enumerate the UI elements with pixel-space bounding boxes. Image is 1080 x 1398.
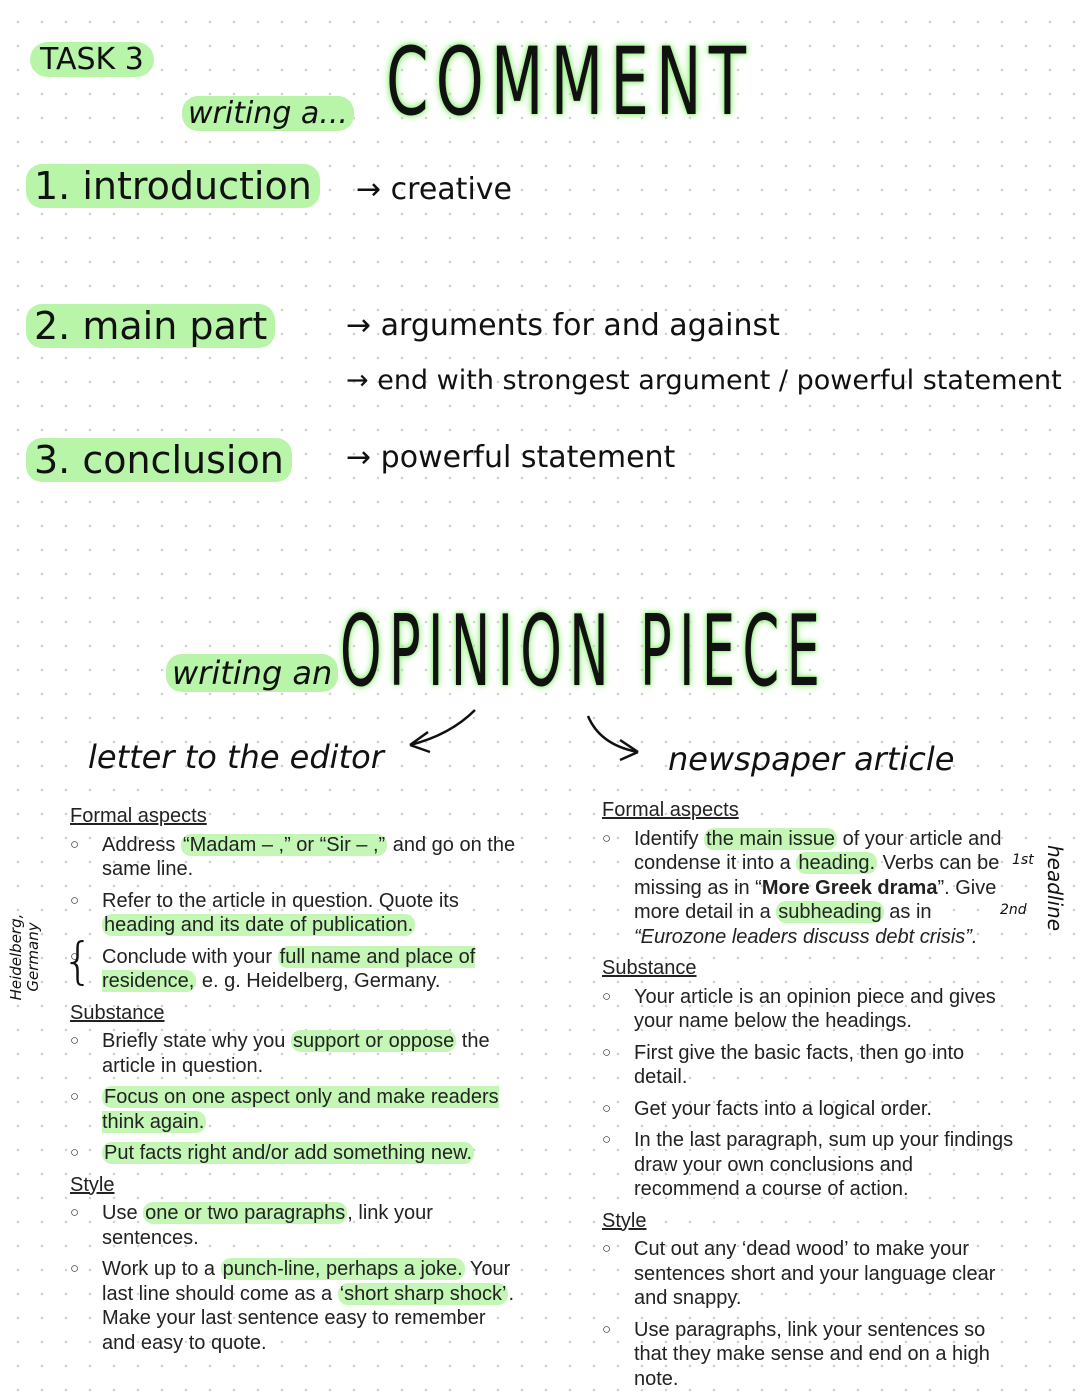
list-item: ○ Work up to a punch-line, perhaps a joke. Your last line should come as a ‘short sharp shock’ . Make your last sentence easy to remember and easy to quote.: [70, 1257, 520, 1355]
list-item: ○ Your article is an opinion piece and gives your name below the headings.: [602, 985, 1022, 1034]
list-item: ○ Address “Madam – ,” or “Sir – ,” and go on the same line.: [70, 833, 520, 882]
list-item: ○ In the last paragraph, sum up your findings draw your own conclusions and recommend a course of action.: [602, 1128, 1022, 1202]
article-style-heading: Style: [602, 1209, 647, 1232]
list-item: ○ Get your facts into a logical order.: [602, 1097, 1022, 1122]
letter-side-note: Heidelberg, Germany: [7, 913, 42, 1001]
list-item: ○ Focus on one aspect only and make readers think again.: [70, 1085, 520, 1134]
step-conclusion-note: → powerful statement: [346, 440, 676, 475]
step-introduction-note: → creative: [356, 172, 512, 207]
step-introduction: 1. introduction: [26, 164, 320, 208]
note-headline: headline: [1043, 844, 1067, 932]
letter-column: [70, 804, 520, 1362]
list-item: ○ Briefly state why you support or oppose the article in question.: [70, 1029, 520, 1078]
note-first: 1st: [1012, 852, 1034, 868]
branch-letter-to-editor: letter to the editor: [88, 738, 384, 776]
branch-newspaper-article: newspaper article: [668, 740, 955, 778]
letter-style-heading: Style: [70, 1173, 115, 1196]
list-item: ○ Identify the main issue of your article and condense it into a heading. Verbs can be missing as in “More Greek drama”. Give more detail in a subheading as in “Eurozone leaders discuss debt crisis”.: [602, 827, 1022, 950]
letter-formal-heading: Formal aspects: [70, 805, 207, 827]
list-item: ○ First give the basic facts, then go into detail.: [602, 1041, 1022, 1090]
article-formal-heading: Formal aspects: [602, 799, 739, 821]
list-item: ○ Refer to the article in question. Quote its heading and its date of publication.: [70, 889, 520, 938]
list-item: ○ Cut out any ‘dead wood’ to make your sentences short and your language clear and snappy.: [602, 1237, 1022, 1311]
brace-icon: {: [62, 932, 94, 990]
writing-a-prefix: writing a...: [182, 96, 354, 131]
right-arrow-head-icon: [620, 740, 638, 760]
writing-an-prefix: writing an: [166, 654, 338, 692]
note-second: 2nd: [1000, 902, 1027, 918]
step-conclusion: 3. conclusion: [26, 438, 292, 482]
left-arrow-head-icon: [410, 732, 430, 752]
letter-substance-heading: Substance: [70, 1001, 165, 1024]
right-arrow-icon: [588, 716, 638, 752]
step-main-part-note-2: → end with strongest argument / powerful statement: [346, 365, 1062, 396]
article-column: [602, 798, 1022, 1398]
opinion-piece-title: OPINION PIECE: [340, 595, 828, 709]
left-arrow-icon: [410, 710, 475, 745]
task-label: TASK 3: [30, 42, 154, 77]
list-item: ○ Use one or two paragraphs , link your sentences.: [70, 1201, 520, 1250]
step-main-part: 2. main part: [26, 304, 275, 348]
list-item: ○ Put facts right and/or add something new.: [70, 1141, 520, 1166]
list-item: ○ Conclude with your full name and place of residence, e. g. Heidelberg, Germany.: [70, 945, 520, 994]
step-main-part-note-1: → arguments for and against: [346, 308, 780, 343]
comment-title: COMMENT: [386, 28, 754, 137]
list-item: ○ Use paragraphs, link your sentences so that they make sense and end on a high note.: [602, 1318, 1022, 1392]
article-substance-heading: Substance: [602, 957, 697, 979]
